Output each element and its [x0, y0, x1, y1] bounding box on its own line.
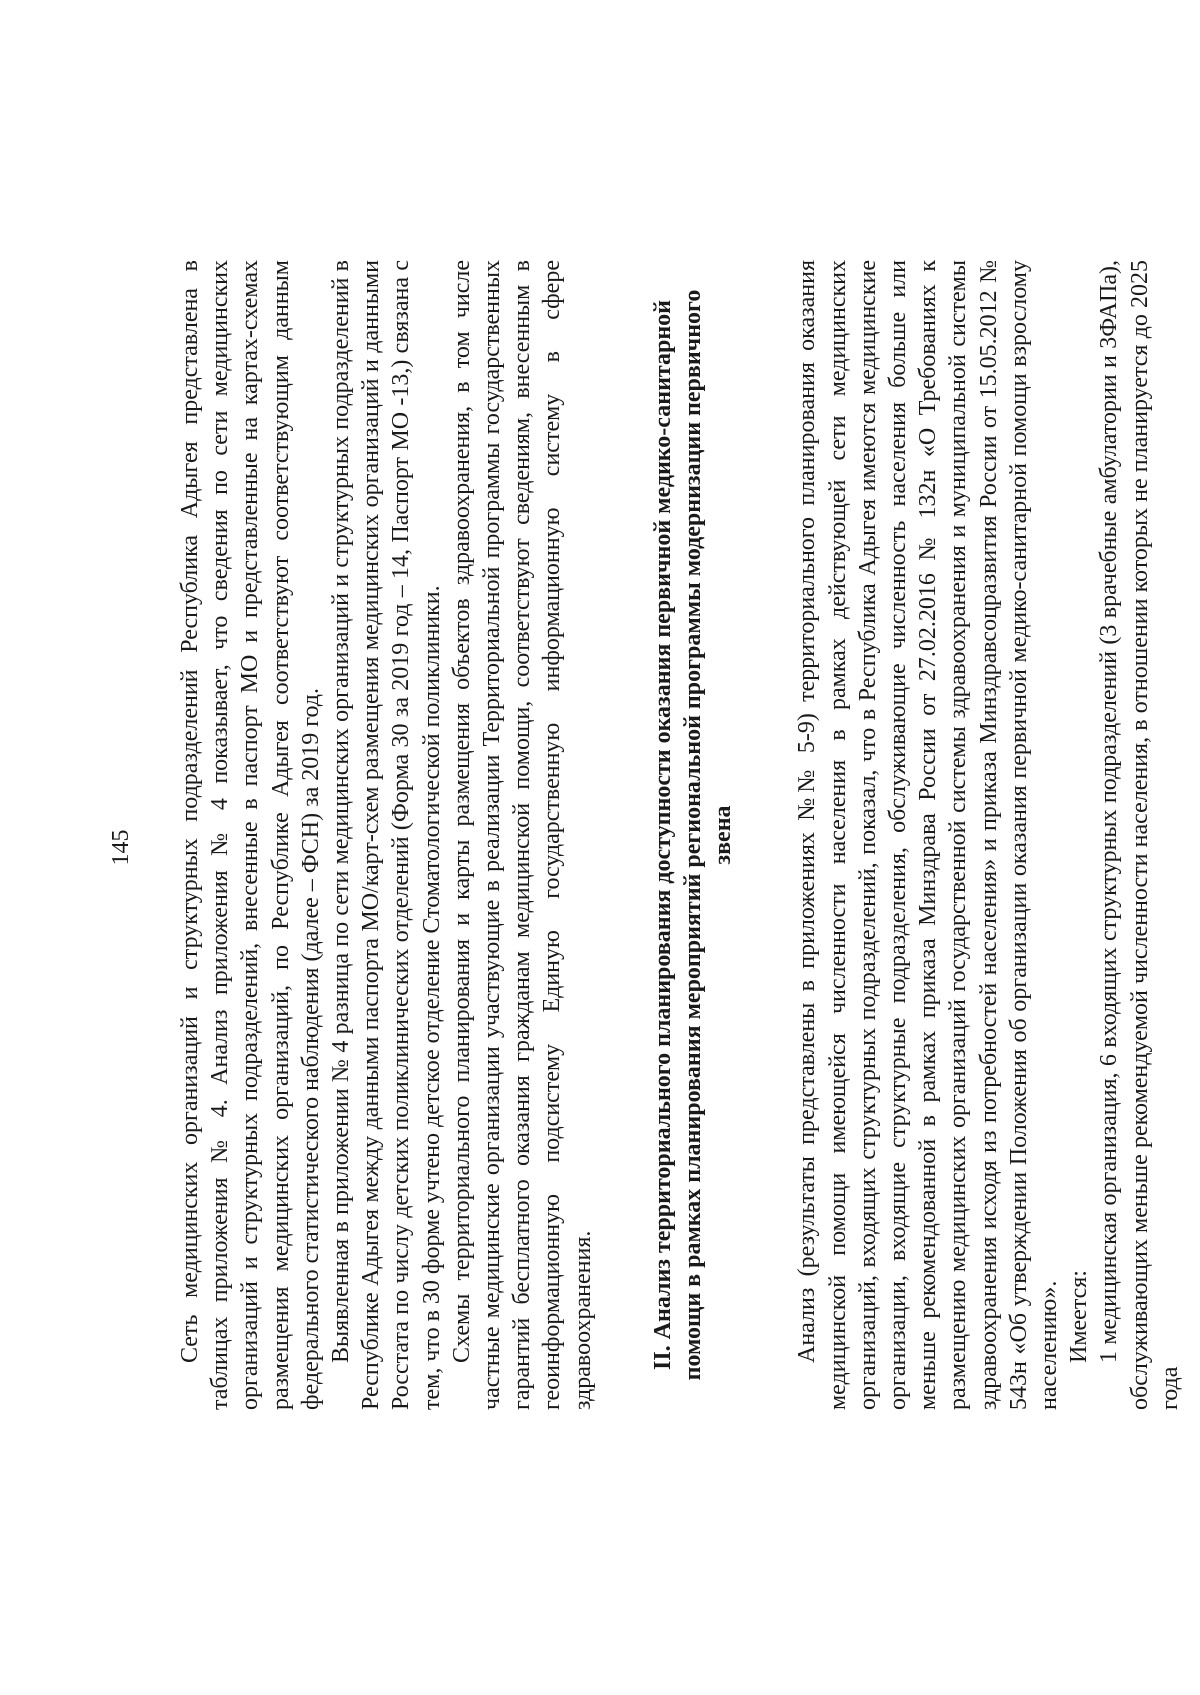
paragraph-analysis: Анализ (результаты представлены в приложениях №№ 5-9) территориального планирования оказания медицинской помощи имеющейся численности населения в рамках действующей сети медицинских организаций, входящих структурных подразделений, показал, что в Республика Адыгея имеются медицинские организации, входящие структурные подразделения, обслуживающие численность населения больше или меньше рекомендованной в рамках приказа Минздрава России от 27.02.2016 № 132н «О Требованиях к размещению медицинских организаций государственной системы здравоохранения и муниципальной системы здравоохранения исходя из потребностей населения» и приказа Минздравсоцразвития России от 15.05.2012 № 543н «Об утверждении Положения об организации оказания первичной медико-санитарной помощи взрослому населению». [794, 260, 1063, 1410]
paragraph-medical-organization: 1 медицинская организация, 6 входящих структурных подразделений (3 врачебные амбулатории и 3ФАПа), обслуживающих меньше рекомендуемой численности населения, в отношении которых не планируется до 2025 года [1096, 260, 1183, 1410]
paragraph-planning-schemes: Схемы территориального планирования и карты размещения объектов здравоохранения, в том числе частные медицинские организации участвующие в реализации Территориальной программы государственных гарантий бесплатного оказания гражданам медицинской помощи, соответствуют сведениям, внесенным в геоинформационную подсистему Единую государственную информационную систему в сфере здравоохранения. [448, 260, 596, 1410]
paragraph-identified-difference: Выявленная в приложении № 4 разница по сети медицинских организаций и структурных подразделений в Республике Адыгея между данными паспорта МО/карт-схем размещения медицинских организаций и данными Росстата по числу детских поликлинических отделений (Форма 30 за 2019 год – 14, Паспорт МО -13,) связана с тем, что в 30 форме учтено детское отделение Стоматологической поликлиники. [328, 260, 445, 1410]
paragraph-network-overview: Сеть медицинских организаций и структурных подразделений Республика Адыгея представлена в таблицах приложения № 4. Анализ приложения № 4 показывает, что сведения по сети медицинских организаций и структурных подразделений, внесенные в паспорт МО и представленные на картах-схемах размещения медицинских организаций, по Республике Адыгея соответствуют соответствующим данным федерального статистического наблюдения (далее – ФСН) за 2019 год. [177, 260, 324, 1410]
spacer [598, 260, 648, 1410]
paragraph-available-label: Имеется: [1066, 1270, 1093, 1363]
document-body [175, 260, 1185, 1410]
section-heading: II. Анализ территориального планирования доступности оказания первичной медико-санитарной помощи в рамках планирования мероприятий региональной программы модернизации первичного звена [649, 289, 737, 1381]
page-number: 145 [108, 829, 134, 866]
spacer [738, 260, 792, 1410]
